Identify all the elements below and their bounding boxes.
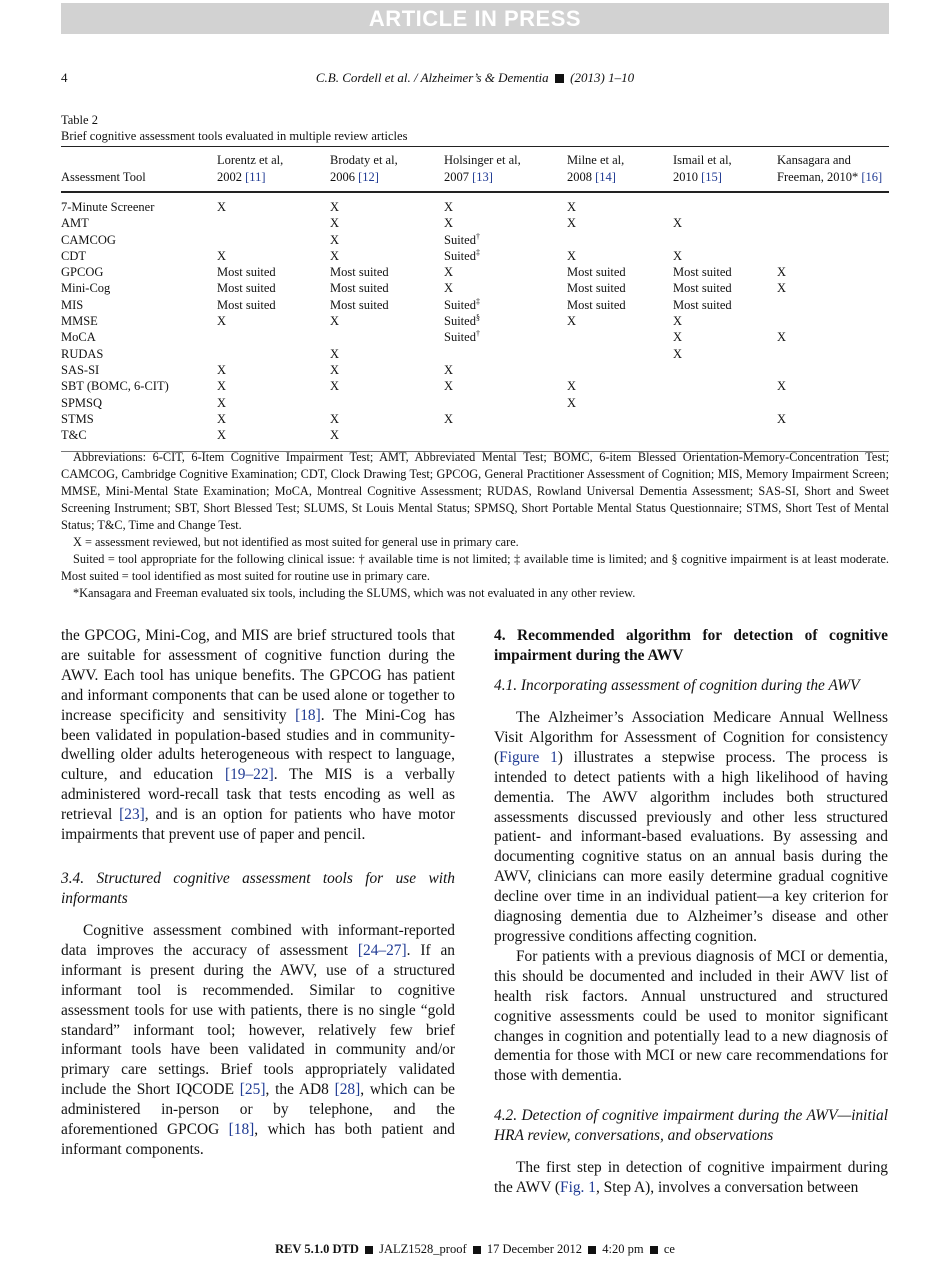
citation-link[interactable]: [18] — [295, 706, 321, 724]
header-line — [777, 169, 889, 186]
table-cell — [330, 362, 444, 378]
table-cell — [777, 395, 889, 411]
citation-link[interactable]: [28] — [334, 1081, 361, 1099]
table-cell — [673, 395, 777, 411]
right-column — [494, 626, 888, 1198]
footnote-suited-legend: Suited = tool appropriate for the following clinical issue: † available time is not limited; ‡ available time is limited; and § cognitive impairment is at least moderate. Most suited = tool identified as most suited for routine use in primary care. — [61, 552, 889, 583]
table-cell — [217, 362, 330, 378]
paragraph-brief-tools — [61, 626, 455, 845]
table-cell — [567, 297, 673, 313]
table-row — [61, 362, 889, 378]
footer-proof: JALZ1528_proof — [379, 1242, 467, 1256]
text: The Alzheimer’s Association Medicare Annual Wellness Visit Algorithm for Assessment of Cognition for consistency ( — [494, 709, 888, 766]
table-row — [61, 297, 889, 313]
table-cell — [330, 329, 444, 345]
table-cell — [444, 313, 567, 329]
table-cell — [217, 395, 330, 411]
table-cell — [567, 280, 673, 296]
footnote-marker: § — [475, 313, 480, 323]
citation-link[interactable]: [18] — [228, 1121, 255, 1139]
table-cell — [444, 264, 567, 280]
section-heading-3-4: 3.4. Structured cognitive assessment tools for use with informants — [61, 869, 455, 907]
table-cell — [330, 297, 444, 313]
table-cell — [444, 362, 567, 378]
column-header-review — [777, 147, 889, 193]
header-year: 2010 — [673, 170, 702, 184]
tool-name: AMT — [61, 216, 89, 231]
cell-value: X — [217, 248, 227, 263]
tool-name: Mini-Cog — [61, 281, 111, 296]
cell-value: X — [217, 411, 227, 426]
tool-name: SAS-SI — [61, 362, 100, 377]
table-footnotes — [61, 449, 889, 602]
header-year: 2006 — [330, 170, 359, 184]
cell-value: Suited — [444, 232, 476, 247]
table-cell — [777, 313, 889, 329]
table-cell — [567, 192, 673, 215]
cell-value: X — [330, 200, 340, 214]
table-cell — [567, 215, 673, 231]
table-cell — [444, 395, 567, 411]
tool-name: CAMCOG — [61, 232, 116, 247]
table-cell — [330, 215, 444, 231]
paragraph-awv-algorithm — [494, 708, 888, 947]
citation-link[interactable]: [19–22] — [224, 766, 274, 784]
cell-value: X — [217, 362, 227, 377]
paragraph-first-step — [494, 1158, 888, 1198]
table-cell — [777, 192, 889, 215]
table-cell — [330, 411, 444, 427]
header-line: Ismail et al, — [673, 153, 732, 167]
column-header-review — [330, 147, 444, 193]
square-bullet-icon — [588, 1246, 596, 1254]
table-cell — [567, 313, 673, 329]
table-row — [61, 411, 889, 427]
table-caption — [61, 112, 407, 144]
tool-name: SPMSQ — [61, 395, 102, 410]
citation-link[interactable]: [24–27] — [357, 941, 407, 959]
table-row — [61, 215, 889, 231]
table-cell — [673, 297, 777, 313]
cell-value: Most suited — [673, 281, 732, 296]
table-cell — [444, 215, 567, 231]
header-line — [330, 169, 444, 186]
table-cell — [673, 264, 777, 280]
column-header-review — [673, 147, 777, 193]
footer-time: 4:20 pm — [602, 1242, 644, 1256]
cell-value: X — [444, 281, 454, 296]
table-row — [61, 329, 889, 345]
table-cell — [567, 232, 673, 248]
table-cell — [673, 248, 777, 264]
table-cell — [217, 215, 330, 231]
table-row — [61, 346, 889, 362]
cell-value: X — [330, 428, 340, 443]
table-cell — [673, 362, 777, 378]
table-cell — [777, 329, 889, 345]
cell-value: X — [444, 411, 454, 426]
cell-value: X — [673, 216, 683, 231]
cell-value: X — [444, 200, 454, 214]
table-row — [61, 395, 889, 411]
table-cell — [330, 248, 444, 264]
article-in-press-banner: ARTICLE IN PRESS — [61, 3, 889, 34]
table-cell — [567, 264, 673, 280]
header-line — [567, 169, 673, 186]
table-cell — [444, 248, 567, 264]
table-cell — [330, 378, 444, 394]
footnote-kansagara: *Kansagara and Freeman evaluated six tools, including the SLUMS, which was not evaluated in any other review. — [73, 586, 636, 600]
text: . If an informant is present during the AWV, use of a structured informant tool is recommended. Similar to cognitive assessment tools for use with patients, there is no single “gold standard” informant tool; however, relatively few brief informant tools have been validated in community and/or primary care settings. Brief tools appropriately validated include the Short IQCODE — [61, 941, 455, 1099]
cell-value: X — [673, 330, 683, 345]
footer-date: 17 December 2012 — [486, 1242, 582, 1256]
cell-value: Most suited — [673, 297, 732, 312]
table-cell — [217, 346, 330, 362]
tool-name: 7-Minute Screener — [61, 200, 155, 214]
table-cell — [567, 329, 673, 345]
cell-value: X — [567, 314, 577, 329]
table-cell — [567, 362, 673, 378]
table-cell — [330, 395, 444, 411]
header-line — [673, 169, 777, 186]
table-cell — [217, 192, 330, 215]
table-cell — [673, 378, 777, 394]
table-cell — [444, 411, 567, 427]
table-row — [61, 280, 889, 296]
table-cell — [777, 378, 889, 394]
cell-value: Most suited — [217, 281, 276, 296]
header-line: Kansagara and — [777, 153, 851, 167]
table-cell — [777, 297, 889, 313]
header-line: Holsinger et al, — [444, 153, 521, 167]
table-cell — [567, 346, 673, 362]
cell-value: X — [567, 248, 577, 263]
column-header-tool — [61, 147, 217, 193]
table-cell — [217, 280, 330, 296]
table-cell — [330, 313, 444, 329]
cell-value: Suited — [444, 314, 476, 329]
header-year: 2002 — [217, 170, 246, 184]
text: , which has both patient and informant components. — [61, 1121, 455, 1158]
citation-link[interactable]: [23] — [119, 806, 145, 824]
table-row — [61, 192, 889, 215]
text: , the AD8 — [265, 1081, 335, 1099]
table-cell — [567, 248, 673, 264]
cell-value: Suited — [444, 248, 476, 263]
cell-value: Most suited — [330, 281, 389, 296]
tool-name: MMSE — [61, 314, 98, 329]
paragraph-previous-diagnosis: For patients with a previous diagnosis of MCI or dementia, this should be documented and included in their AWV list of health risk factors. Annual unstructured and structured cognitive assessments could be used to monitor significant changes in cognition and potentially lead to a new diagnosis of dementia for those with MCI or new care recommendations for those with dementia. — [494, 947, 888, 1085]
table-row — [61, 378, 889, 394]
cell-value: Suited — [444, 297, 476, 312]
cell-value: X — [777, 265, 787, 280]
text: ) illustrates a stepwise process. The process is intended to detect patients with a high likelihood of having dementia. The AWV algorithm includes both structured assessments discussed previously and other less structured patient- and informant-based evaluations. By assessing and documenting cognitive status on an annual basis during the AWV, clinicians can more easily determine gradual cognitive decline over time in an individual patient—a key criterion for diagnosing dementia due to Alzheimer’s disease and other progressive conditions affecting cognition. — [494, 748, 888, 945]
table-cell — [777, 411, 889, 427]
table-cell — [777, 362, 889, 378]
table-cell — [217, 378, 330, 394]
table-cell — [444, 329, 567, 345]
cell-value: X — [777, 330, 787, 345]
table-cell — [217, 411, 330, 427]
cell-value: X — [217, 395, 227, 410]
cell-value: X — [330, 232, 340, 247]
table-row — [61, 264, 889, 280]
figure-link[interactable]: Fig. 1 — [560, 1179, 596, 1197]
figure-link[interactable]: Figure 1 — [499, 748, 558, 766]
footnote-marker: † — [475, 231, 480, 241]
table-row — [61, 248, 889, 264]
tool-name: SBT (BOMC, 6-CIT) — [61, 379, 169, 394]
footnote-marker: ‡ — [475, 247, 480, 257]
table-cell — [567, 411, 673, 427]
cell-value: X — [673, 314, 683, 329]
cell-value: X — [217, 200, 227, 214]
cell-value: X — [777, 379, 787, 394]
section-heading-4: 4. Recommended algorithm for detection of cognitive impairment during the AWV — [494, 627, 888, 664]
cell-value: X — [444, 362, 454, 377]
cell-value: X — [777, 411, 787, 426]
cell-value: X — [567, 200, 577, 214]
journal-citation — [61, 70, 889, 86]
cell-value: X — [567, 395, 577, 410]
footnote-marker: ‡ — [475, 296, 480, 306]
table-cell — [330, 264, 444, 280]
cell-value: Most suited — [217, 297, 276, 312]
page-number: 4 — [61, 70, 68, 85]
section-heading-4-2: 4.2. Detection of cognitive impairment during the AWV—initial HRA review, conversations, and observations — [494, 1107, 888, 1145]
table-row — [61, 232, 889, 248]
journal-name: C.B. Cordell et al. / Alzheimer’s & Dementia — [315, 70, 549, 85]
table-cell — [217, 313, 330, 329]
table-cell — [673, 346, 777, 362]
table-cell — [673, 280, 777, 296]
cell-value: Most suited — [330, 297, 389, 312]
table-cell — [567, 395, 673, 411]
cell-value: X — [673, 248, 683, 263]
citation-link[interactable]: [14] — [595, 170, 616, 184]
footnote-marker: † — [475, 329, 480, 339]
citation-link[interactable]: [11] — [245, 170, 266, 184]
tool-name: GPCOG — [61, 265, 104, 280]
table-cell — [673, 329, 777, 345]
left-column — [61, 626, 455, 1160]
header-line: Lorentz et al, — [217, 153, 284, 167]
cell-value: X — [567, 216, 577, 231]
cell-value: Most suited — [330, 265, 389, 280]
square-bullet-icon — [555, 74, 564, 83]
cell-value: X — [330, 346, 340, 361]
citation-link[interactable]: [25] — [239, 1081, 266, 1099]
cell-value: Most suited — [567, 265, 626, 280]
table-cell — [217, 232, 330, 248]
header-line — [444, 169, 567, 186]
column-header-review — [217, 147, 330, 193]
proof-footer — [0, 1242, 950, 1257]
text: , and is an option for patients who have motor impairments that prevent use of paper and pencil. — [61, 806, 455, 844]
table-cell — [567, 378, 673, 394]
tool-name: T&C — [61, 428, 87, 443]
citation-link[interactable]: [12] — [358, 170, 379, 184]
paragraph-informants — [61, 921, 455, 1160]
citation-link[interactable]: [13] — [472, 170, 493, 184]
table-row — [61, 313, 889, 329]
cell-value: Most suited — [567, 297, 626, 312]
table-cell — [444, 192, 567, 215]
footer-rev: REV 5.1.0 DTD — [275, 1242, 359, 1256]
square-bullet-icon — [365, 1246, 373, 1254]
table-cell — [777, 264, 889, 280]
cell-value: X — [330, 362, 340, 377]
table-cell — [673, 232, 777, 248]
cell-value: Most suited — [673, 265, 732, 280]
tool-name: MIS — [61, 297, 84, 312]
header-year: Freeman, 2010* — [777, 170, 862, 184]
cell-value: Most suited — [567, 281, 626, 296]
table-cell — [777, 346, 889, 362]
cell-value: X — [330, 411, 340, 426]
table-cell — [673, 215, 777, 231]
cell-value: X — [444, 216, 454, 231]
cell-value: X — [444, 379, 454, 394]
text: the GPCOG, Mini-Cog, and MIS are brief structured tools that are suitable for assessment of cognitive function during the AWV. Each tool has unique benefits. The GPCOG has patient and informant components that can be used alone or together to increase specificity and sensitivity — [61, 627, 455, 724]
citation-link[interactable]: [15] — [701, 170, 722, 184]
tool-name: CDT — [61, 248, 86, 263]
tool-name: MoCA — [61, 330, 96, 345]
cell-value: Most suited — [217, 265, 276, 280]
table-cell — [330, 192, 444, 215]
footnote-x-legend: X = assessment reviewed, but not identified as most suited for general use in primary care. — [73, 535, 519, 549]
cell-value: X — [444, 265, 454, 280]
cell-value: X — [673, 346, 683, 361]
table-cell — [777, 215, 889, 231]
text: , which can be administered in-person or by telephone, and the aforementioned GPCOG — [61, 1081, 455, 1139]
cell-value: X — [330, 248, 340, 263]
section-heading-4-1: 4.1. Incorporating assessment of cognition during the AWV — [494, 677, 860, 694]
cell-value: Suited — [444, 330, 476, 345]
table-cell — [673, 411, 777, 427]
tool-name: STMS — [61, 411, 94, 426]
table-cell — [330, 346, 444, 362]
cell-value: X — [777, 281, 787, 296]
header-line — [217, 169, 330, 186]
footer-tail: ce — [663, 1242, 675, 1256]
table-cell — [444, 297, 567, 313]
header-year: 2007 — [444, 170, 473, 184]
cell-value: X — [217, 428, 227, 443]
text: . The MIS is a verbally administered word-recall task that tests encoding as well as retrieval — [61, 766, 455, 824]
table-cell — [330, 280, 444, 296]
header-line: Milne et al, — [567, 153, 625, 167]
table-cell — [444, 232, 567, 248]
text: . The Mini-Cog has been validated in population-based studies and in community-dwelling older adults heterogeneous with respect to language, culture, and education — [61, 706, 455, 784]
square-bullet-icon — [473, 1246, 481, 1254]
assessment-tools-table — [61, 146, 889, 452]
table-title: Brief cognitive assessment tools evaluated in multiple review articles — [61, 129, 408, 143]
header-line: Brodaty et al, — [330, 153, 398, 167]
table-cell — [217, 264, 330, 280]
header-line: Assessment Tool — [61, 170, 146, 184]
table-cell — [444, 346, 567, 362]
table-cell — [444, 280, 567, 296]
column-header-review — [444, 147, 567, 193]
cell-value: X — [217, 379, 227, 394]
cell-value: X — [330, 216, 340, 231]
citation-link[interactable]: [16] — [861, 170, 883, 184]
table-cell — [777, 248, 889, 264]
square-bullet-icon — [650, 1246, 658, 1254]
table-cell — [673, 192, 777, 215]
table-cell — [217, 329, 330, 345]
table-cell — [330, 232, 444, 248]
table-cell — [217, 248, 330, 264]
table-cell — [673, 313, 777, 329]
table-label: Table 2 — [61, 113, 98, 127]
table-cell — [777, 232, 889, 248]
column-header-review — [567, 147, 673, 193]
text: , Step A), involves a conversation between — [595, 1179, 859, 1197]
cell-value: X — [330, 379, 340, 394]
cell-value: X — [217, 314, 227, 329]
table-cell — [444, 378, 567, 394]
journal-pages: (2013) 1–10 — [570, 70, 635, 85]
footnote-abbreviations: Abbreviations: 6-CIT, 6-Item Cognitive Impairment Test; AMT, Abbreviated Mental Test; BOMC, 6-item Blessed Orientation-Memory-Concentration Test; CAMCOG, Cambridge Cognitive Examination; CDT, Clock Drawing Test; GPCOG, General Practitioner Assessment of Cognition; MIS, Memory Impairment Screen; MMSE, Mini-Mental State Examination; MoCA, Montreal Cognitive Assessment; RUDAS, Rowland Universal Dementia Assessment; SAS-SI, Short and Sweet Screening Instrument; SBT, Short Blessed Test; SLUMS, St Louis Mental Status; SPMSQ, Short Portable Mental Status Questionnaire; STMS, Short Test of Mental Status; T&C, Time and Change Test. — [61, 450, 889, 532]
table-header-row — [61, 147, 889, 193]
header-year: 2008 — [567, 170, 596, 184]
table-cell — [217, 297, 330, 313]
cell-value: X — [567, 379, 577, 394]
tool-name: RUDAS — [61, 346, 104, 361]
table-cell — [777, 280, 889, 296]
text: Cognitive assessment combined with informant-reported data improves the accuracy of assessment — [61, 921, 455, 959]
cell-value: X — [330, 314, 340, 329]
text: The first step in detection of cognitive impairment during the AWV ( — [494, 1159, 888, 1197]
